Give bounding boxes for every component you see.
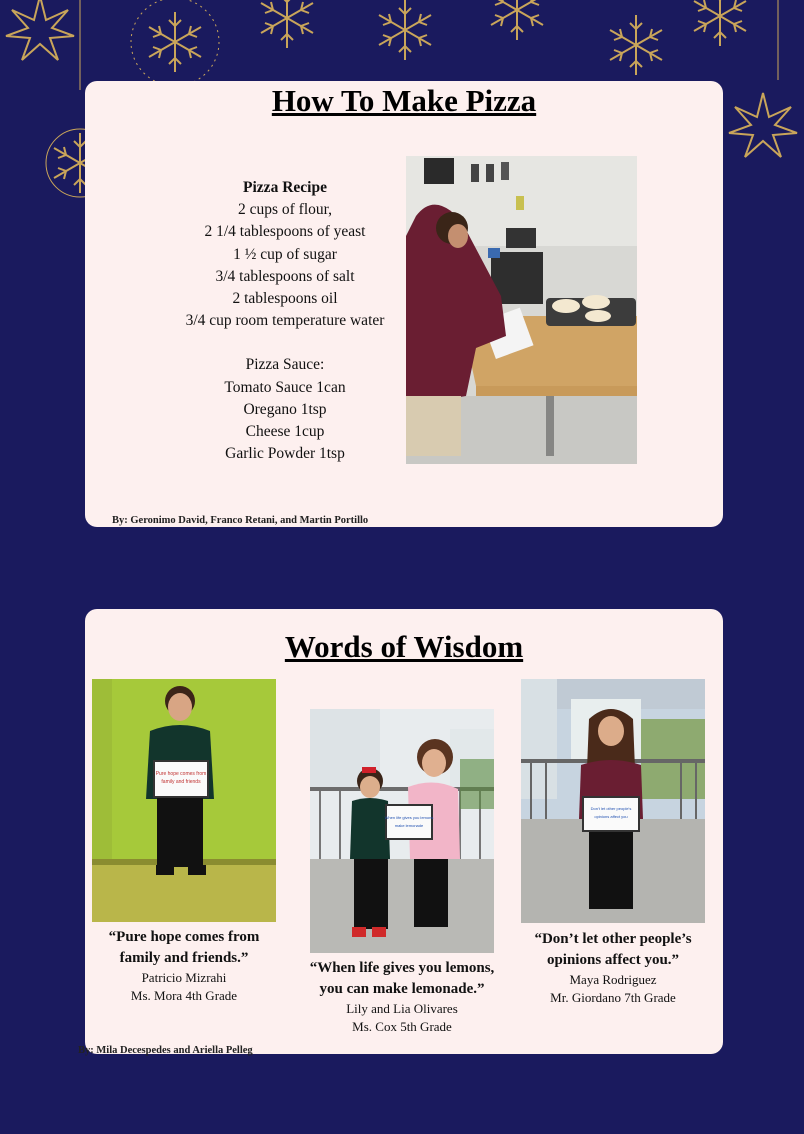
ingredient: 3/4 tablespoons of salt [215,267,355,285]
student-name: Maya Rodriguez [569,972,657,987]
sauce-ingredient: Oregano 1tsp [243,400,327,418]
wisdom-card [78,609,723,1056]
pizza-card [85,81,723,527]
quote-block-1 [92,927,276,1005]
student-class: Mr. Giordano 7th Grade [550,990,676,1005]
student-class: Ms. Cox 5th Grade [352,1019,452,1034]
quote-text: you can make lemonade.” [319,981,485,997]
wisdom-byline: By: Mila Decespedes and Ariella Pelleg [78,1045,253,1056]
sauce-ingredient: Tomato Sauce 1can [224,378,346,396]
sign-text-2: make lemonade [394,823,424,828]
wisdom-title: Words of Wisdom [284,629,524,664]
sauce-ingredient: Cheese 1cup [245,423,325,441]
student-name: Lily and Lia Olivares [346,1001,458,1016]
quote-block-3 [513,929,713,1007]
sign-text-2: opinions affect you [594,814,628,819]
student-photo-2 [310,709,494,953]
quote-text: family and friends.” [119,950,249,966]
quote-block-2 [290,958,514,1036]
student-name: Patricio Mizrahi [141,970,227,985]
quote-text: “Don’t let other people’s [534,931,692,947]
student-class: Ms. Mora 4th Grade [130,988,238,1003]
pizza-recipe [145,177,425,465]
quote-text: opinions affect you.” [546,952,680,968]
student-photo-3 [521,679,705,923]
ingredient: 2 cups of flour, [237,201,333,219]
ingredient: 2 1/4 tablespoons of yeast [204,223,366,241]
sauce-heading: Pizza Sauce: [245,356,325,374]
sign-text-1: Don't let other people's [590,806,632,811]
sign-text-2: family and friends [161,779,201,785]
sign-text-1: Pure hope comes from [155,771,207,777]
pizza-byline: By: Geronimo David, Franco Retani, and Martin Portillo [112,515,369,526]
sign-text-1: When life gives you lemons [384,815,434,820]
ingredient: 1 ½ cup of sugar [233,245,337,263]
quote-text: “When life gives you lemons, [309,960,495,976]
recipe-heading: Pizza Recipe [243,179,327,196]
student-photo-1 [92,679,276,922]
ingredient: 2 tablespoons oil [232,290,338,308]
quote-text: “Pure hope comes from [108,929,260,945]
sauce-ingredient: Garlic Powder 1tsp [225,445,345,463]
kitchen-photo [406,156,637,464]
ingredient: 3/4 cup room temperature water [185,312,385,330]
pizza-title: How To Make Pizza [271,83,537,118]
